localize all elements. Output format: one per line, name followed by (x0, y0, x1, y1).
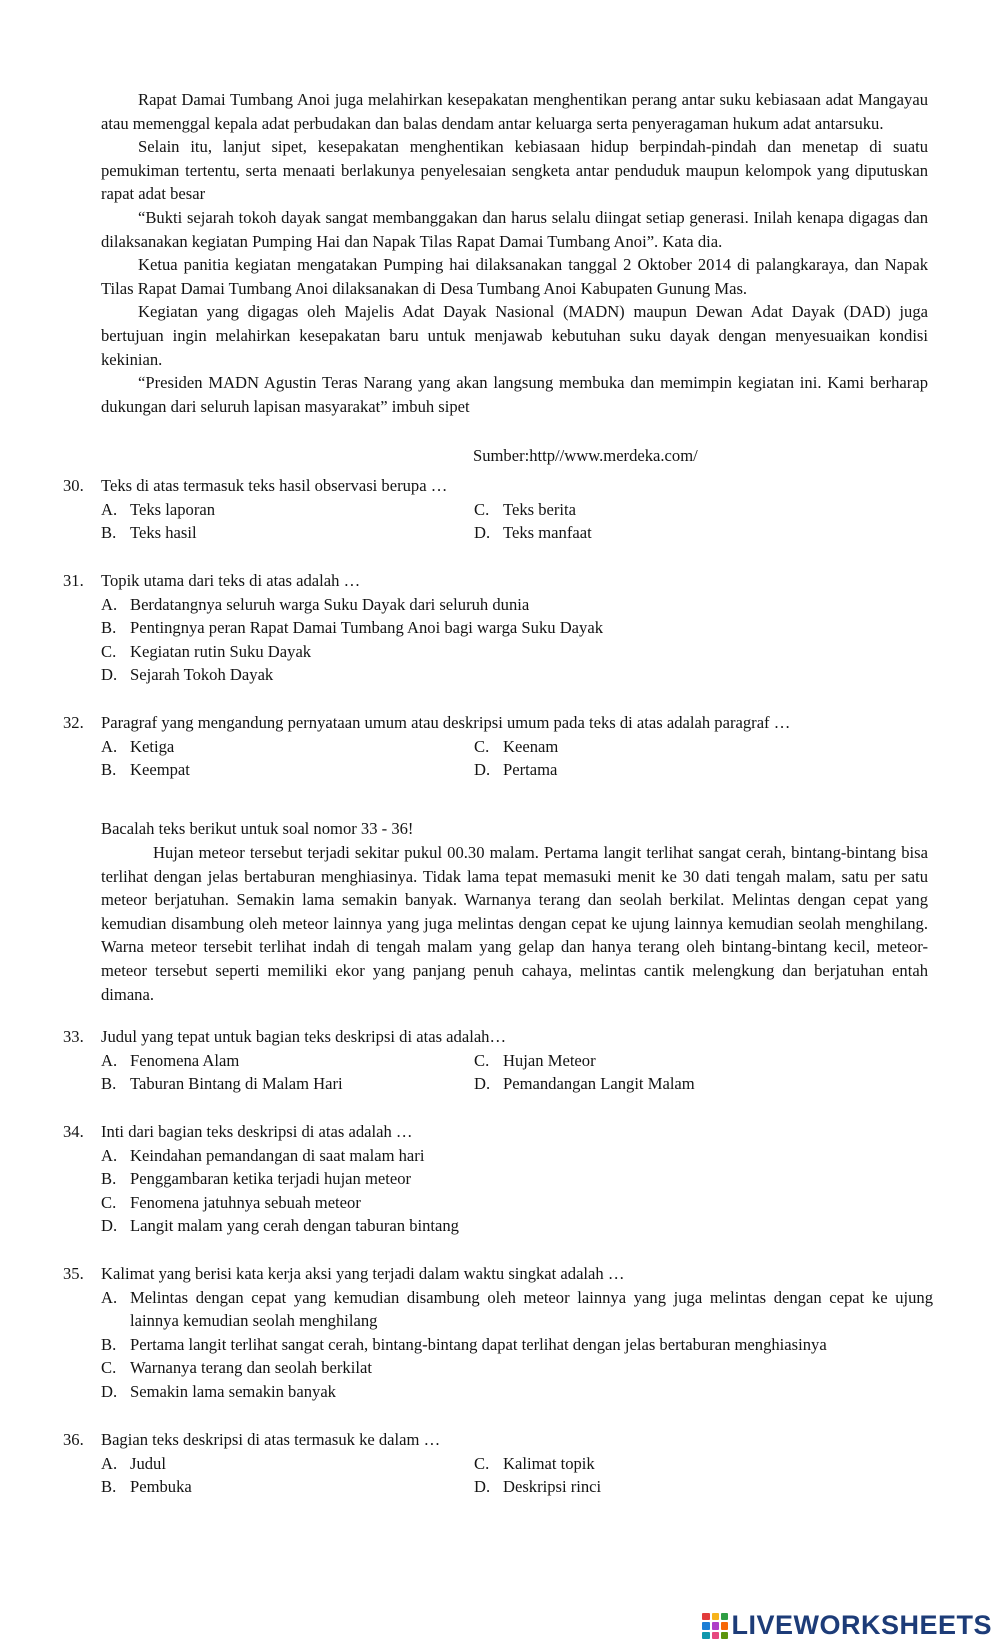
question-text: Topik utama dari teks di atas adalah … (101, 571, 361, 590)
option-d[interactable]: D. Semakin lama semakin banyak (101, 1381, 336, 1401)
question-number: 32. (63, 713, 84, 732)
logo-grid-cell (721, 1632, 728, 1639)
passage-paragraph: Kegiatan yang digagas oleh Majelis Adat Dayak Nasional (MADN) maupun Dewan Adat Dayak (DAD) juga bertujuan ingin melahirkan kesepakatan baru untuk menjawab kebutuhan suku dayak dengan menyesuaikan kondisi kekinian. (101, 302, 928, 369)
option-b[interactable]: B. Pertama langit terlihat sangat cerah, bintang-bintang dapat terlihat dengan jelas bertaburan menghiasinya (101, 1334, 827, 1354)
question-number: 31. (63, 571, 84, 590)
reading-instruction: Bacalah teks berikut untuk soal nomor 33 - 36! (101, 819, 414, 838)
option-d[interactable]: D. Sejarah Tokoh Dayak (101, 665, 274, 685)
option-d[interactable]: D. Pertama (474, 760, 558, 780)
logo-text: LIVEWORKSHEETS (731, 1610, 992, 1641)
description-passage (101, 841, 928, 1006)
passage-source: Sumber:http//www.merdeka.com/ (473, 446, 698, 465)
passage-paragraph: Ketua panitia kegiatan mengatakan Pumping hai dilaksanakan tanggal 2 Oktober 2014 di palangkaraya, dan Napak Tilas Rapat Damai Tumbang Anoi dilaksanakan di Desa Tumbang Anoi Kabupaten Gunung Mas. (101, 255, 928, 298)
question-number: 33. (63, 1027, 84, 1046)
question-text: Paragraf yang mengandung pernyataan umum atau deskripsi umum pada teks di atas adalah paragraf … (101, 713, 791, 732)
option-b[interactable]: B. Penggambaran ketika terjadi hujan meteor (101, 1169, 412, 1189)
option-d[interactable]: D. Deskripsi rinci (474, 1477, 602, 1497)
option-d[interactable]: D. Pemandangan Langit Malam (474, 1074, 695, 1094)
option-a[interactable]: A. Berdatangnya seluruh warga Suku Dayak dari seluruh dunia (101, 594, 530, 614)
option-a[interactable]: A. Ketiga (101, 736, 175, 756)
question-number: 34. (63, 1122, 84, 1141)
option-c[interactable]: C. Kalimat topik (474, 1453, 595, 1473)
reading-passage (101, 88, 928, 418)
liveworksheets-logo[interactable] (702, 1610, 992, 1641)
option-a[interactable]: A. Fenomena Alam (101, 1050, 240, 1070)
logo-grid-icon (702, 1613, 728, 1639)
question-text: Judul yang tepat untuk bagian teks deskripsi di atas adalah… (101, 1027, 507, 1046)
question-36 (63, 1428, 933, 1499)
logo-grid-cell (721, 1613, 728, 1620)
option-c[interactable]: C. Kegiatan rutin Suku Dayak (101, 641, 312, 661)
question-35 (63, 1262, 933, 1404)
option-c[interactable]: C. Fenomena jatuhnya sebuah meteor (101, 1192, 361, 1212)
question-text: Bagian teks deskripsi di atas termasuk ke dalam … (101, 1430, 441, 1449)
question-number: 35. (63, 1264, 84, 1283)
option-c[interactable]: C. Teks berita (474, 499, 577, 519)
passage-paragraph: Rapat Damai Tumbang Anoi juga melahirkan kesepakatan menghentikan perang antar suku kebiasaan adat Mangayau atau memenggal kepala adat perbudakan dan balas dendam antar keluarga serta penyeragaman hukum adat antarsuku. (101, 90, 928, 133)
passage-paragraph: “Bukti sejarah tokoh dayak sangat membanggakan dan harus selalu diingat setiap generasi. Inilah kenapa digagas dan dilaksanakan kegiatan Pumping Hai dan Napak Tilas Rapat Damai Tumbang Anoi”. Kata dia. (101, 207, 928, 251)
logo-grid-cell (702, 1632, 709, 1639)
option-b[interactable]: B. Keempat (101, 760, 190, 780)
logo-grid-cell (712, 1613, 719, 1620)
option-b[interactable]: B. Taburan Bintang di Malam Hari (101, 1074, 343, 1094)
option-a[interactable]: A. Teks laporan (101, 499, 216, 519)
question-32 (63, 711, 933, 782)
question-text: Inti dari bagian teks deskripsi di atas adalah … (101, 1122, 413, 1141)
description-paragraph: Hujan meteor tersebut terjadi sekitar pukul 00.30 malam. Pertama langit terlihat sangat cerah, bintang-bintang bisa terlihat dengan jelas bertaburan menghiasinya. Tidak lama tepat memasuki menit ke 30 dati tengah malam, satu per satu meteor berjatuhan. Semakin lama semakin banyak. Warnanya terang dan seolah berkilat. Melintas dengan cepat yang kemudian disambung oleh meteor lainnya yang juga melintas dengan cepat ke ujung lainnya kemudian seolah menghilang. Warna meteor tersebit terlihat indah di tengah malam yang gelap dan hanya terang oleh bintang-bintang kecil, meteor-meteor tersebut seperti memiliki ekor yang panjang penuh cahaya, melintas cantik melengkung dan berjatuhan entah dimana. (101, 843, 928, 1004)
option-b[interactable]: B. Pentingnya peran Rapat Damai Tumbang Anoi bagi warga Suku Dayak (101, 618, 604, 638)
question-31 (63, 569, 933, 687)
option-a[interactable]: A. Melintas dengan cepat yang kemudian disambung oleh meteor lainnya yang juga melintas dengan cepat ke ujung lainnya kemudian seolah menghilang (101, 1287, 933, 1331)
option-c[interactable]: C. Keenam (474, 736, 559, 756)
question-34 (63, 1120, 933, 1238)
logo-grid-cell (702, 1622, 709, 1629)
passage-paragraph: Selain itu, lanjut sipet, kesepakatan menghentikan kebiasaan hidup berpindah-pindah dan menetap di suatu pemukiman tertentu, serta menaati berlakunya penyelesaian sengketa antar penduduk maupun kelompok yang diputuskan rapat adat besar (101, 137, 928, 204)
question-number: 30. (63, 476, 84, 495)
question-text: Kalimat yang berisi kata kerja aksi yang terjadi dalam waktu singkat adalah … (101, 1264, 625, 1283)
option-a[interactable]: A. Judul (101, 1453, 166, 1473)
passage-paragraph: “Presiden MADN Agustin Teras Narang yang akan langsung membuka dan memimpin kegiatan ini. Kami berharap dukungan dari seluruh lapisan masyarakat” imbuh sipet (101, 373, 928, 416)
question-number: 36. (63, 1430, 84, 1449)
logo-grid-cell (702, 1613, 709, 1620)
option-c[interactable]: C. Warnanya terang dan seolah berkilat (101, 1358, 372, 1378)
option-d[interactable]: D. Teks manfaat (474, 523, 592, 543)
logo-grid-cell (712, 1622, 719, 1629)
logo-grid-cell (721, 1622, 728, 1629)
option-b[interactable]: B. Teks hasil (101, 523, 197, 543)
question-text: Teks di atas termasuk teks hasil observasi berupa … (101, 476, 448, 495)
option-b[interactable]: B. Pembuka (101, 1477, 192, 1497)
question-33 (63, 1025, 933, 1096)
option-c[interactable]: C. Hujan Meteor (474, 1050, 596, 1070)
logo-grid-cell (712, 1632, 719, 1639)
option-a[interactable]: A. Keindahan pemandangan di saat malam hari (101, 1145, 425, 1165)
question-30 (63, 474, 933, 545)
option-d[interactable]: D. Langit malam yang cerah dengan taburan bintang (101, 1216, 459, 1236)
